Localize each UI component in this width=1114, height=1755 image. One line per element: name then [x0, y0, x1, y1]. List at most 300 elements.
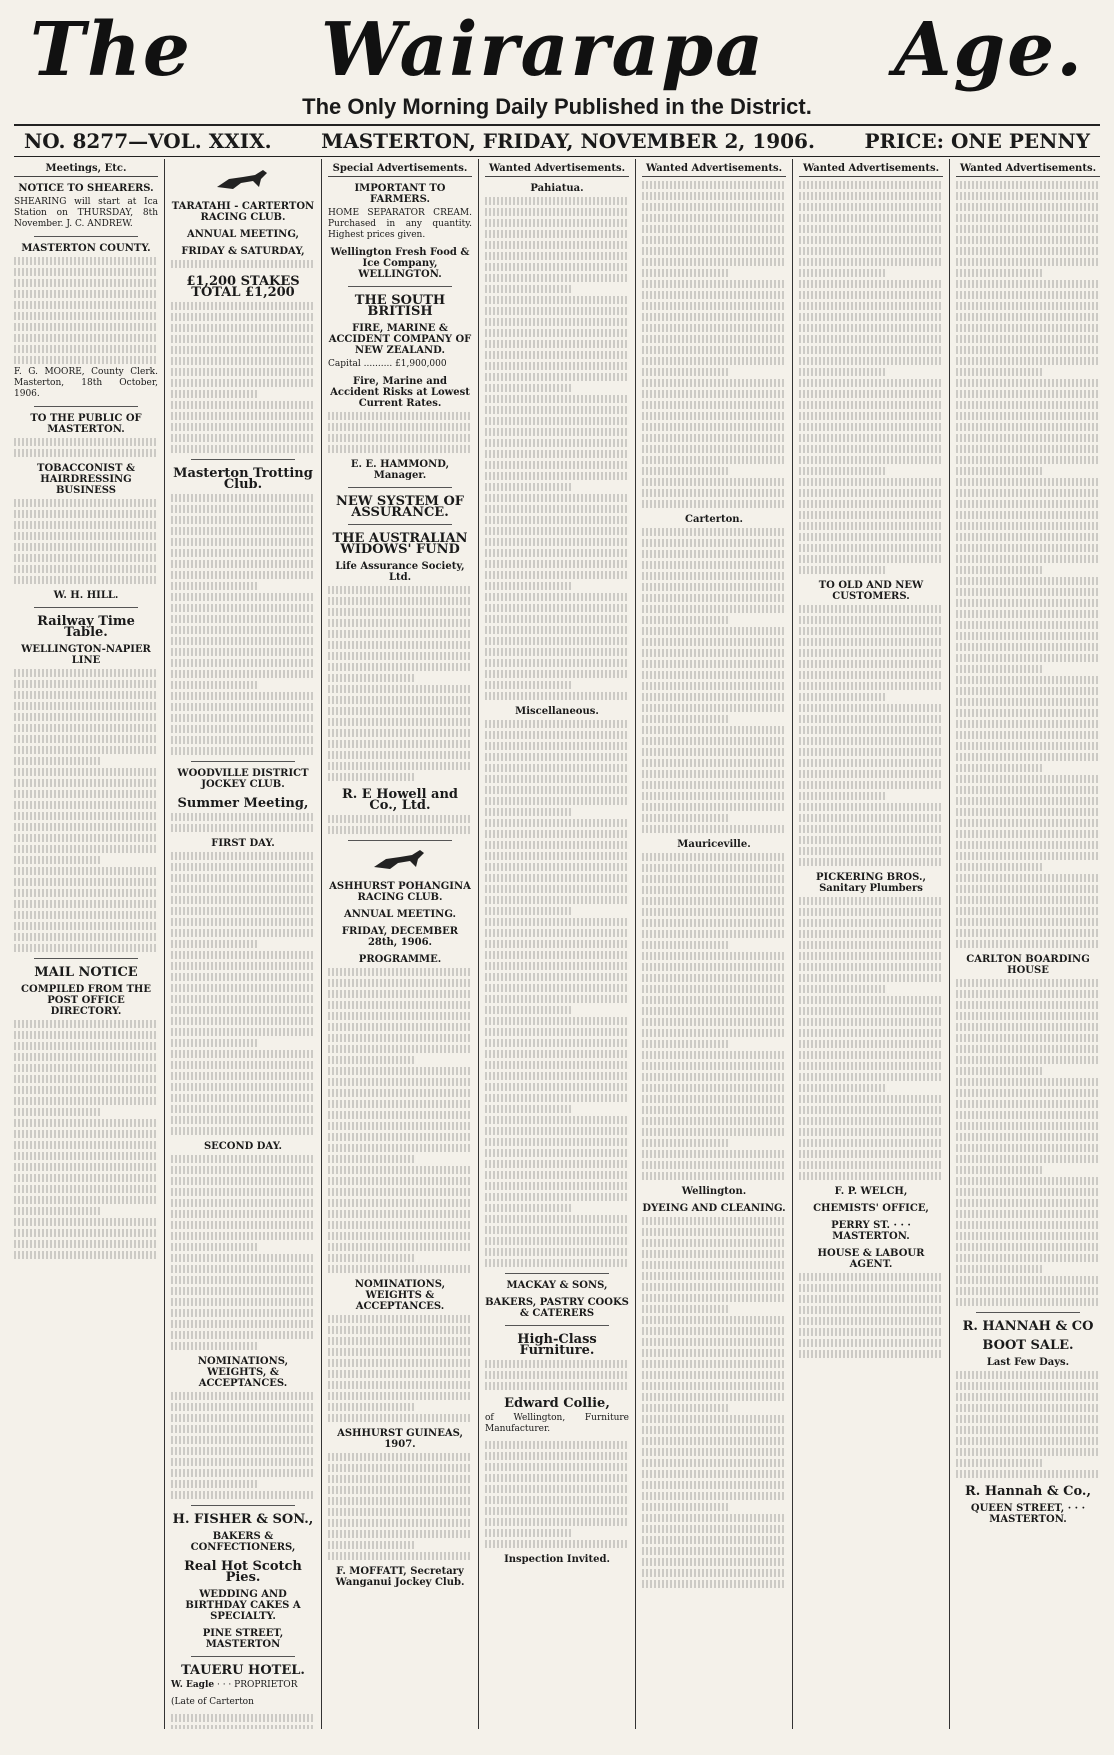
small-print-line [14, 1218, 158, 1226]
small-print-line [328, 1453, 472, 1461]
small-print-line [642, 781, 786, 789]
small-print-line [14, 713, 158, 721]
small-print-line [799, 368, 885, 376]
small-print-line [642, 1139, 728, 1147]
small-print-line [956, 643, 1100, 651]
small-print-line [485, 841, 629, 849]
small-print-line [956, 654, 1100, 662]
small-print-line [956, 544, 1100, 552]
small-print-line [485, 1039, 629, 1047]
small-print-line [328, 1199, 472, 1207]
notice-county-title: MASTERTON COUNTY. [21, 243, 151, 254]
small-print-line [171, 1006, 315, 1014]
small-print-line [799, 1029, 943, 1037]
small-print-line [642, 693, 786, 701]
nominations-heading: NOMINATIONS, WEIGHTS, & ACCEPTANCES. [197, 1356, 289, 1389]
small-print-line [799, 346, 943, 354]
small-print-line [642, 203, 786, 211]
small-print-line [799, 566, 885, 574]
small-print-line [799, 478, 943, 486]
small-print-line [642, 1459, 786, 1467]
small-print-line [485, 1149, 629, 1157]
small-print-line [956, 456, 1100, 464]
small-print-line [14, 757, 100, 765]
railway-title: Railway Time Table. [37, 614, 135, 640]
small-print-line [956, 1122, 1100, 1130]
small-print-line [485, 208, 629, 216]
small-print-line [799, 269, 885, 277]
small-print-line [171, 593, 315, 601]
column-heading: Wanted Advertisements. [799, 163, 943, 177]
small-print-line [485, 1017, 629, 1025]
small-print-line [642, 1106, 786, 1114]
small-print-line [642, 1239, 786, 1247]
small-print-line [171, 505, 315, 513]
small-print-line [642, 1437, 786, 1445]
small-print-line [642, 572, 786, 580]
small-print-line [328, 586, 472, 594]
small-print-line [642, 390, 786, 398]
small-print-line [485, 230, 629, 238]
small-print-line [171, 1127, 315, 1135]
small-print-line [485, 1028, 629, 1036]
small-print-line [485, 1237, 629, 1245]
small-print-line [328, 979, 472, 987]
small-print-line [956, 819, 1100, 827]
small-print-line [956, 379, 1100, 387]
small-print-line [799, 897, 943, 905]
small-print-line [171, 648, 315, 656]
small-print-line [799, 649, 943, 657]
small-print-line [171, 659, 315, 667]
small-print-line [642, 919, 786, 927]
small-print-line [642, 423, 786, 431]
small-print-line [642, 1492, 786, 1500]
small-print-line [799, 627, 943, 635]
new-system-title: NEW SYSTEM OF ASSURANCE. [335, 494, 465, 520]
small-print-line [328, 1337, 472, 1345]
small-print-line [485, 819, 629, 827]
small-print-line [642, 1283, 786, 1291]
small-print-line [956, 401, 1100, 409]
small-print-line [956, 1133, 1100, 1141]
small-print-line [485, 1127, 629, 1135]
small-print-line [799, 1062, 943, 1070]
racehorse-illustration [370, 847, 430, 875]
small-print-line [642, 1150, 786, 1158]
small-print-line [956, 1177, 1100, 1185]
small-print-line [171, 929, 315, 937]
small-print-line [799, 985, 885, 993]
small-print-line [799, 500, 943, 508]
small-print-line [14, 1240, 158, 1248]
small-print-line [642, 726, 786, 734]
small-print-line [642, 346, 786, 354]
small-print-line [642, 941, 728, 949]
small-print-line [799, 401, 943, 409]
nominations-heading: NOMINATIONS, WEIGHTS & ACCEPTANCES. [354, 1279, 446, 1312]
small-print-line [328, 696, 472, 704]
small-print-line [956, 1221, 1100, 1229]
small-print-line [799, 544, 943, 552]
small-print-line [642, 324, 786, 332]
small-print-line [642, 258, 786, 266]
small-print-line [485, 940, 629, 948]
section-wellington: Wellington. [681, 1186, 747, 1197]
small-print-line [171, 1210, 315, 1218]
small-print-line [956, 1287, 1100, 1295]
small-print-line [799, 511, 943, 519]
column-heading: Wanted Advertisements. [485, 163, 629, 177]
small-print-line [14, 691, 158, 699]
small-print-line [171, 1028, 315, 1036]
column-racing [165, 159, 322, 1729]
small-print-line [956, 434, 1100, 442]
masthead-title-mid: Wairarapa [320, 7, 766, 93]
racehorse-illustration [213, 167, 273, 195]
small-print-line [328, 685, 472, 693]
small-print-line [171, 918, 315, 926]
small-print-line [956, 764, 1042, 772]
trotting-club-title: Masterton Trotting Club. [173, 466, 313, 492]
small-print-line [956, 1001, 1100, 1009]
small-print-line [171, 907, 315, 915]
small-print-line [328, 1034, 472, 1042]
small-print-line [642, 280, 786, 288]
small-print-line [642, 864, 786, 872]
small-print-line [14, 724, 158, 732]
small-print-line [642, 748, 786, 756]
small-print-line [956, 720, 1100, 728]
small-print-line [799, 203, 943, 211]
small-print-line [642, 759, 786, 767]
small-print-line [642, 1481, 786, 1489]
widows-fund-subtitle: Life Assurance Society, Ltd. [335, 561, 465, 583]
small-print-line [799, 616, 943, 624]
small-print-line [485, 1507, 629, 1515]
small-print-line [171, 368, 315, 376]
small-print-line [171, 703, 315, 711]
small-print-line [799, 291, 943, 299]
small-print-line [956, 1298, 1100, 1306]
small-print-line [485, 1116, 629, 1124]
small-print-line [485, 373, 629, 381]
small-print-line [642, 1503, 728, 1511]
small-print-line [642, 214, 786, 222]
small-print-line [485, 494, 629, 502]
small-print-line [799, 847, 943, 855]
small-print-line [171, 1414, 315, 1422]
taratahi-title: TARATAHI - CARTERTON RACING CLUB. [171, 201, 315, 223]
small-print-line [14, 1097, 158, 1105]
small-print-line [799, 781, 943, 789]
small-print-line [14, 911, 158, 919]
small-print-line [956, 1012, 1100, 1020]
small-print-line [485, 362, 629, 370]
small-print-line [956, 698, 1100, 706]
notice-public-signature: W. H. HILL. [53, 590, 119, 601]
small-print-line [485, 786, 629, 794]
small-print-line [642, 434, 786, 442]
stakes-total: £1,200 STAKES TOTAL £1,200 [186, 274, 300, 300]
small-print-line [642, 1448, 786, 1456]
small-print-line [799, 1051, 943, 1059]
small-print-line [14, 1174, 158, 1182]
small-print-line [328, 1045, 472, 1053]
small-print-line [14, 1108, 100, 1116]
small-print-line [642, 302, 786, 310]
small-print-line [171, 516, 315, 524]
small-print-line [14, 1031, 158, 1039]
small-print-line [14, 889, 158, 897]
small-print-line [328, 674, 414, 682]
small-print-line [14, 1075, 158, 1083]
small-print-line [799, 836, 943, 844]
small-print-line [642, 875, 786, 883]
small-print-line [956, 830, 1100, 838]
taratahi-meeting: ANNUAL MEETING, [187, 229, 299, 240]
small-print-line [171, 423, 315, 431]
small-print-line [799, 1339, 943, 1347]
mackay-subtitle: BAKERS, PASTRY COOKS & CATERERS [485, 1297, 629, 1319]
small-print-line [171, 615, 315, 623]
small-print-line [485, 406, 629, 414]
small-print-line [14, 1207, 100, 1215]
small-print-line [328, 608, 472, 616]
small-print-line [642, 1128, 786, 1136]
small-print-line [485, 863, 629, 871]
small-print-line [171, 1342, 257, 1350]
small-print-line [485, 1226, 629, 1234]
small-print-line [956, 665, 1042, 673]
small-print-line [956, 489, 1100, 497]
small-print-line [328, 1486, 472, 1494]
small-print-line [642, 985, 786, 993]
small-print-line [171, 1050, 315, 1058]
small-print-line [328, 1177, 472, 1185]
small-print-line [328, 1348, 472, 1356]
small-print-line [328, 1519, 472, 1527]
column-wanted-4 [950, 159, 1106, 1729]
small-print-line [328, 1100, 472, 1108]
programme-heading: PROGRAMME. [358, 954, 442, 965]
small-print-line [485, 808, 571, 816]
small-print-line [485, 852, 629, 860]
small-print-line [956, 555, 1100, 563]
section-miscellaneous: Miscellaneous. [515, 706, 599, 717]
mackay-title: MACKAY & SONS, [506, 1280, 608, 1291]
small-print-line [485, 560, 629, 568]
small-print-line [328, 1221, 472, 1229]
small-print-line [799, 1106, 943, 1114]
small-print-line [171, 390, 257, 398]
small-print-line [328, 1497, 472, 1505]
dateline [0, 126, 1114, 156]
small-print-line [14, 779, 158, 787]
small-print-line [171, 1232, 315, 1240]
small-print-line [642, 803, 786, 811]
section-carterton: Carterton. [685, 514, 743, 525]
small-print-line [171, 637, 315, 645]
small-print-line [956, 1254, 1100, 1262]
secretary-signature: F. MOFFATT, Secretary Wanganui Jockey Club. [335, 1566, 465, 1588]
small-print-line [485, 659, 629, 667]
small-print-line [171, 1039, 257, 1047]
small-print-line [485, 197, 629, 205]
small-print-line [956, 1199, 1100, 1207]
last-days: Last Few Days. [986, 1357, 1070, 1368]
small-print-line [956, 478, 1100, 486]
small-print-line [485, 395, 629, 403]
small-print-line [485, 973, 629, 981]
small-print-line [799, 379, 943, 387]
small-print-line [171, 1392, 315, 1400]
small-print-line [171, 1469, 315, 1477]
small-print-line [171, 681, 257, 689]
small-print-line [171, 412, 315, 420]
small-print-line [799, 258, 943, 266]
small-print-line [14, 933, 158, 941]
small-print-line [171, 692, 315, 700]
small-print-line [642, 236, 786, 244]
small-print-line [171, 1320, 315, 1328]
small-print-line [171, 1188, 315, 1196]
small-print-line [485, 615, 629, 623]
small-print-line [642, 225, 786, 233]
small-print-line [642, 291, 786, 299]
small-print-line [642, 500, 786, 508]
small-print-line [171, 1254, 315, 1262]
small-print-line [171, 747, 315, 755]
small-print-line [642, 1547, 786, 1555]
small-print-line [799, 1284, 943, 1292]
small-print-line [799, 858, 943, 866]
small-print-line [328, 652, 472, 660]
small-print-line [956, 302, 1100, 310]
small-print-line [485, 527, 629, 535]
section-pahiatua: Pahiatua. [530, 183, 584, 194]
small-print-line [14, 1229, 158, 1237]
small-print-line [642, 671, 786, 679]
small-print-line [799, 302, 943, 310]
price: PRICE: ONE PENNY [864, 129, 1090, 153]
small-print-line [485, 1540, 629, 1548]
collie-subtitle: of Wellington, Furniture Manufacturer. [485, 1413, 629, 1434]
separator [34, 236, 138, 237]
railway-timetable [14, 669, 158, 952]
small-print-line [799, 704, 943, 712]
small-print-line [956, 335, 1100, 343]
small-print-line [956, 247, 1100, 255]
small-print-line [485, 505, 629, 513]
small-print-line [956, 808, 1100, 816]
small-print-line [485, 1485, 629, 1493]
small-print-line [799, 748, 943, 756]
small-print-line [328, 1056, 414, 1064]
small-print-line [642, 1514, 786, 1522]
small-print-line [485, 918, 629, 926]
small-print-line [642, 445, 786, 453]
masthead [0, 0, 1114, 100]
small-print-line [14, 944, 158, 952]
small-print-line [485, 1050, 629, 1058]
south-british-capital: Capital .......... £1,900,000 [328, 359, 447, 369]
small-print-line [956, 676, 1100, 684]
small-print-line [171, 1116, 315, 1124]
column-wanted-2 [636, 159, 793, 1729]
howell-company: R. E Howell and Co., Ltd. [341, 787, 459, 813]
small-print-line [642, 583, 786, 591]
small-print-line [171, 324, 315, 332]
small-print-line [642, 181, 786, 189]
small-print-line [799, 671, 943, 679]
small-print-line [799, 214, 943, 222]
small-print-line [956, 1056, 1100, 1064]
small-print-line [799, 1018, 943, 1026]
small-print-line [485, 1248, 629, 1256]
small-print-line [485, 439, 629, 447]
small-print-line [799, 1007, 943, 1015]
small-print-line [328, 1403, 414, 1411]
small-print-line [642, 930, 786, 938]
small-print-line [14, 702, 158, 710]
place-date: MASTERTON, FRIDAY, NOVEMBER 2, 1906. [321, 129, 815, 153]
small-print-line [14, 680, 158, 688]
small-print-line [485, 1094, 629, 1102]
small-print-line [328, 1001, 472, 1009]
small-print-line [171, 302, 315, 310]
small-print-line [956, 390, 1100, 398]
small-print-line [328, 740, 472, 748]
masthead-subtitle: The Only Morning Daily Published in the District. [302, 94, 812, 119]
small-print-line [171, 670, 315, 678]
column-heading: Meetings, Etc. [14, 163, 158, 177]
small-print-line [642, 1349, 786, 1357]
small-print-line [642, 247, 786, 255]
small-print-line [485, 1061, 629, 1069]
small-print-line [956, 979, 1100, 987]
small-print-line [328, 762, 472, 770]
small-print-line [642, 660, 786, 668]
small-print-line [171, 1447, 315, 1455]
small-print-line [642, 1316, 786, 1324]
small-print-line [956, 269, 1042, 277]
small-print-line [956, 1023, 1100, 1031]
small-print-line [485, 775, 629, 783]
small-print-line [171, 1309, 315, 1317]
small-print-line [14, 1064, 158, 1072]
small-print-line [328, 1315, 472, 1323]
small-print-line [799, 1040, 943, 1048]
small-print-line [956, 577, 1100, 585]
small-print-line [171, 335, 315, 343]
small-print-line [642, 974, 786, 982]
small-print-line [799, 908, 943, 916]
small-print-line [956, 1404, 1100, 1412]
small-print-line [956, 225, 1100, 233]
small-print-line [14, 768, 158, 776]
small-print-line [328, 1166, 472, 1174]
small-print-line [171, 1298, 315, 1306]
small-print-line [956, 511, 1100, 519]
small-print-line [171, 560, 315, 568]
small-print-line [328, 1508, 472, 1516]
small-print-line [328, 1381, 472, 1389]
small-print-line [171, 714, 315, 722]
small-print-line [956, 621, 1100, 629]
small-print-line [328, 1122, 472, 1130]
small-print-line [642, 952, 786, 960]
